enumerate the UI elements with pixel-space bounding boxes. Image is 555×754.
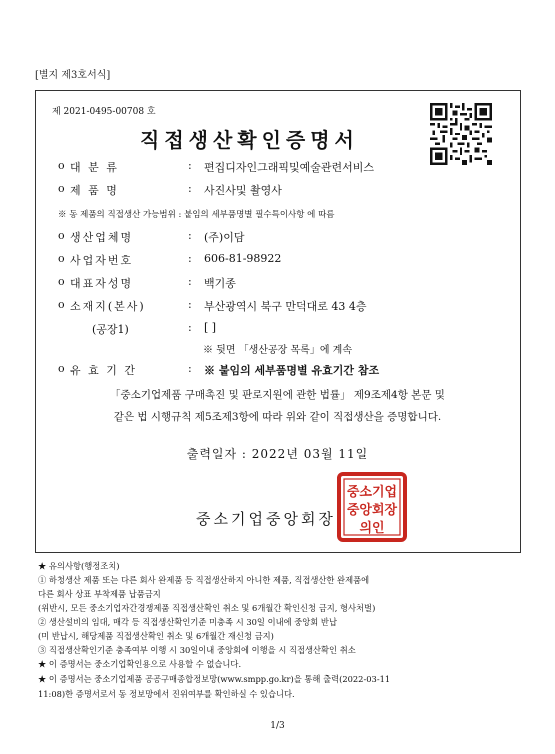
- category-row: o 대 분 류 : 편집디자인그래픽및예술관련서비스: [58, 159, 375, 174]
- product-bullet: o: [58, 182, 65, 195]
- footnote-line: 다른 회사 상표 부착제품 납품금지: [38, 589, 161, 599]
- official-seal-icon: [337, 472, 407, 542]
- company-name-value: (주)이담: [204, 231, 245, 244]
- representative-row: o 대표자성명 : 백기종: [58, 275, 236, 290]
- document-title: 직접생산확인증명서: [140, 128, 359, 152]
- company-name-label: 생산업체명: [70, 231, 134, 244]
- issuer-name: 중소기업중앙회장: [196, 510, 336, 528]
- footnote-line: ① 하청생산 제품 또는 다른 회사 완제품 등 직접생산하지 아니한 제품, 직접생산한 완제품에: [38, 575, 370, 585]
- footnote-line: 11:08)한 증명서로서 동 정보망에서 진위여부를 확인하실 수 있습니다.: [38, 689, 295, 699]
- page-number: 1/3: [270, 721, 285, 731]
- footnote-line: ★ 이 증명서는 중소기업확인용으로 사용할 수 없습니다.: [38, 659, 242, 669]
- law-text-line-2: 같은 법 시행규칙 제5조제3항에 따라 위와 같이 직접생산을 증명합니다.: [113, 411, 442, 423]
- law-text-line-1: 「중소기업제품 구매촉진 및 판로지원에 관한 법률」 제9조제4항 본문 및: [110, 389, 445, 401]
- representative-bullet: o: [58, 275, 65, 288]
- svg-text:중앙회장: 중앙회장: [346, 503, 398, 518]
- address-label: 소재지(본사): [70, 300, 146, 313]
- address-row: o 소재지(본사) : 부산광역시 북구 만덕대로 43 4층: [58, 298, 367, 313]
- footnote-line: ★ 이 증명서는 중소기업제품 공공구매종합정보망(www.smpp.go.kr)을 통해 출력(2022-03-11: [38, 674, 391, 684]
- qr-code-icon: [430, 103, 492, 165]
- product-label: 제 품 명: [70, 184, 119, 197]
- address-bullet: o: [58, 298, 65, 311]
- address-value: 부산광역시 북구 만덕대로 43 4층: [204, 300, 367, 313]
- factory-list-note: ※ 뒷면 「생산공장 목록」에 계속: [203, 345, 352, 356]
- representative-value: 백기종: [204, 277, 236, 290]
- issue-date: 출력일자 : 2022년 03월 11일: [186, 447, 369, 461]
- law-statement: [0, 384, 555, 428]
- category-bullet: o: [58, 159, 65, 172]
- category-value: 편집디자인그래픽및예술관련서비스: [204, 161, 375, 174]
- footnote-line: ② 생산설비의 임대, 매각 등 직접생산확인기준 미충족 시 30일 이내에 중앙회 반납: [38, 617, 337, 627]
- validity-value: ※ 붙임의 세부품명별 유효기간 참조: [204, 364, 380, 377]
- business-number-value: 606-81-98922: [204, 252, 282, 265]
- product-row: o 제 품 명 : 사진사및 촬영사: [58, 182, 282, 197]
- factory-value: [ ]: [204, 321, 217, 334]
- footnote-line: ③ 직접생산확인기준 충족여부 이행 시 30일이내 중앙회에 이행을 시 직접생산확인 취소: [38, 645, 356, 655]
- svg-text:의인: 의인: [359, 521, 385, 536]
- form-label: [별지 제3호서식]: [35, 70, 111, 81]
- company-name-row: o 생산업체명 : (주)이담: [58, 229, 245, 244]
- factory-row: (공장1) : [ ]: [92, 321, 217, 336]
- product-value: 사진사및 촬영사: [204, 184, 282, 197]
- business-number-row: o 사업자번호 : 606-81-98922: [58, 252, 282, 267]
- business-number-bullet: o: [58, 252, 65, 265]
- footnote-line: ★ 유의사항(행정조치): [38, 561, 120, 571]
- validity-bullet: o: [58, 362, 65, 375]
- category-label: 대 분 류: [70, 161, 119, 174]
- representative-label: 대표자성명: [70, 277, 134, 290]
- validity-label: 유 효 기 간: [70, 364, 137, 377]
- validity-row: o 유 효 기 간 : ※ 붙임의 세부품명별 유효기간 참조: [58, 362, 380, 377]
- footnote-line: (미 반납시, 해당제품 직접생산확인 취소 및 6개월간 재신청 금지): [38, 631, 274, 641]
- svg-text:중소기업: 중소기업: [346, 485, 398, 500]
- company-name-bullet: o: [58, 229, 65, 242]
- factory-label: (공장1): [92, 323, 129, 336]
- footnote-line: (위반시, 모든 중소기업자간경쟁제품 직접생산확인 취소 및 6개월간 확인신청 금지, 형사처벌): [38, 603, 376, 613]
- certificate-number: 제 2021-0495-00708 호: [52, 107, 156, 117]
- business-number-label: 사업자번호: [70, 254, 134, 267]
- scope-note: ※ 동 제품의 직접생산 가능범위 : 붙임의 세부품명별 필수특이사항 에 따름: [58, 210, 335, 220]
